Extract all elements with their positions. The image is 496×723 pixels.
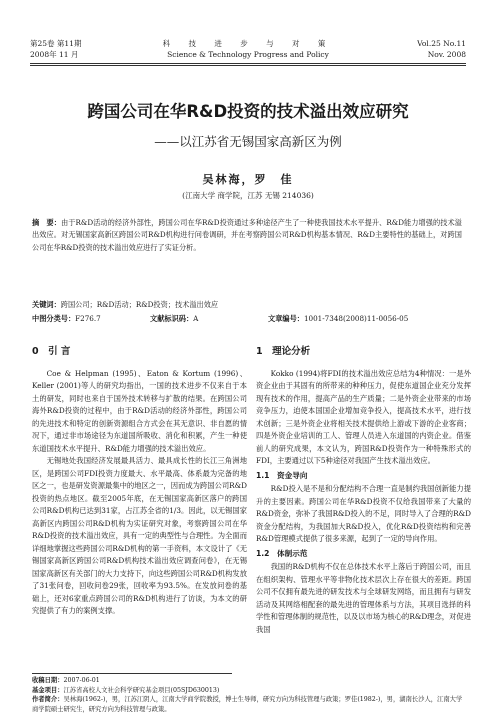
- journal-name-cn: 科 技 进 步 与 对 策: [162, 39, 334, 48]
- paper-authors: 吴林海，罗 佳: [202, 173, 294, 186]
- header-rule: [30, 63, 466, 64]
- subsection-2-heading: 1.2 体制示范: [256, 548, 308, 558]
- footnote-rule: [32, 673, 232, 674]
- author-bio-value: 吴林海(1962-)，男，江苏江阴人，江南大学商学院教授，博士生导师，研究方向为科技管理与政策；罗佳(1982-)，男，湖南长沙人，江南大学商学院硕士研究生，研究方向为科技管理与政策。: [32, 696, 463, 713]
- received-label: 收稿日期：: [32, 677, 64, 684]
- header-date-cn: 2008年 11 月: [30, 50, 79, 59]
- left-column: [32, 346, 247, 618]
- received-value: 2007-06-01: [63, 677, 100, 684]
- keywords-label: 关键词：: [32, 300, 61, 309]
- header-volume-en: [417, 38, 466, 60]
- abstract-text: 由于R&D活动的经济外部性，跨国公司在华R&D投资通过多种途径产生了一种使我国技术水平提升、R&D能力增强的技术溢出效应。对无锡国家高新区跨国公司R&D机构进行问卷调研，并在考察跨国公司R&D机构基本情况、R&D主要特性的基础上，对跨国公司在华R&D投资的技术溢出效应进行了实证分析。: [32, 218, 462, 252]
- intro-paragraph-2: 无锡地处我国经济发展最具活力、最具成长性的长江三角洲地区，是跨国公司FDI投资力度最大、水平最高、体系最为完备的地区之一，也是研发资源最集中的地区之一，因而成为跨国公司R&D投资的热点地区。截至2005年底，在无锡国家高新区落户的跨国公司R&D机构已达到31家，占江苏全省的1/3。因此，以无锡国家高新区内跨国公司R&D机构为实证研究对象，考察跨国公司在华R&D投资的技术溢出效应，具有一定的典型性与合理性。为全面而详细地掌握这些跨国公司R&D机构的第一手资料，本文设计了《无锡国家高新区跨国公司R&D机构技术溢出效应调查问卷》，在无锡国家高新区有关部门的大力支持下，向这些跨国公司R&D机构发放了31张问卷，回收问卷29张，回收率为93.5%。在发放问卷的基础上，还对6家重点跨国公司的R&D机构进行了访谈，为本文的研究提供了有力的案例支撑。: [32, 456, 247, 615]
- author-bio: [32, 695, 464, 714]
- clc-value: F276.7: [75, 314, 101, 323]
- paper-title: 跨国公司在华R&D投资的技术溢出效应研究: [87, 102, 409, 121]
- article-no-value: 1001-7348(2008)11-0056-05: [303, 314, 409, 323]
- abstract-label: 摘 要：: [32, 218, 62, 227]
- received-date: [32, 676, 464, 686]
- header-vol-no: Vol.25 No.11: [417, 39, 466, 48]
- article-no-label: 文章编号：: [268, 314, 304, 323]
- fund-label: 基金项目：: [32, 686, 64, 694]
- subsection-1-text: R&D投入是不是和分配结构不合理一直是制约我国创新能力提升的主要因素。跨国公司在华R&D投资不仅给我国带来了大量的R&D资金，弥补了我国R&D投入的不足，同时导入了合理的R&D资金分配结构，为我国加大R&D投入，优化R&D投资结构和完善R&D管理模式提供了很多来源，起到了一定的导向作用。: [256, 484, 471, 543]
- subsection-1-heading: 1.1 资金导向: [256, 470, 308, 480]
- fund-value: 江苏省高校人文社会科学研究基金项目(05SJD630013): [63, 686, 220, 694]
- header-rule-thin: [30, 65, 466, 66]
- journal-name-en: Science & Technology Progress and Policy: [167, 50, 329, 59]
- intro-paragraph-1: Coe & Helpman (1995)、Eaton & Kortum (1996)、Keller (2001)等人的研究均指出，一国的技术进步不仅来自于本土的研发，同时也来自于国外技术转移与扩散的结果。在跨国公司海外R&D投资的过程中，由于R&D活动的经济外部性，跨国公司的先进技术和特定的创新资源组合方式会在其无意识、非自愿的情况下，通过非市场途径为东道国所吸收、消化和积累，产生一种使东道国技术水平提升、R&D能力增强的技术溢出效应。: [32, 368, 247, 453]
- theory-heading: 1 理论分析: [256, 346, 311, 357]
- doc-code-value: A: [193, 314, 199, 323]
- paper-subtitle: ——以江苏省无锡国家高新区为例: [154, 134, 342, 149]
- author-bio-label: 作者简介：: [32, 696, 64, 704]
- subsection-2-text: 我国的R&D机构不仅在总体技术水平上落后于跨国公司，而且在组织架构、管理水平等非物化技术层次上存在很大的差距。跨国公司不仅拥有最先进的研发技术与全球研发网络，而且拥有与研发活动及其网络相配套的最先进的管理体系与方法，其项目选择的科学性和管理体制的规范性，以及以市场为核心的R&D理念，对促进我国: [256, 562, 471, 634]
- abstract: [32, 217, 462, 254]
- footnotes: [32, 676, 464, 714]
- keywords: [32, 299, 462, 311]
- header-date-en: Nov. 2008: [427, 50, 466, 59]
- author-affiliation: (江南大学 商学院，江苏 无锡 214036): [182, 191, 314, 200]
- theory-paragraph-1: Kokko (1994)将FDI的技术溢出效应总结为4种情况：一是外资企业由于其固有的所带来的种种压力，促使东道国企业充分发挥现有技术的作用，提高产品的生产质量；二是外资企业带来的市场竞争压力，迫使本国国企业增加竞争投入，提高技术水平，进行技术创新；三是外资企业将相关技术提供给上游或下游的企业客商；四是外资企业培训的工人、管理人员进入东道国的内资企业。借鉴前人的研究成果，本文认为，跨国R&D投资作为一种特殊形式的FDI，主要通过以下5种途径对我国产生技术溢出效应。: [256, 368, 471, 465]
- intro-heading: 0 引 言: [32, 346, 71, 357]
- keywords-text: 跨国公司；R&D活动；R&D投资；技术溢出效应: [60, 300, 219, 309]
- header-volume: 第25卷 第11期: [30, 39, 82, 48]
- clc-label: 中图分类号：: [32, 314, 76, 323]
- right-column: [256, 346, 471, 636]
- fund-info: [32, 686, 464, 696]
- doc-code-label: 文献标识码：: [150, 314, 194, 323]
